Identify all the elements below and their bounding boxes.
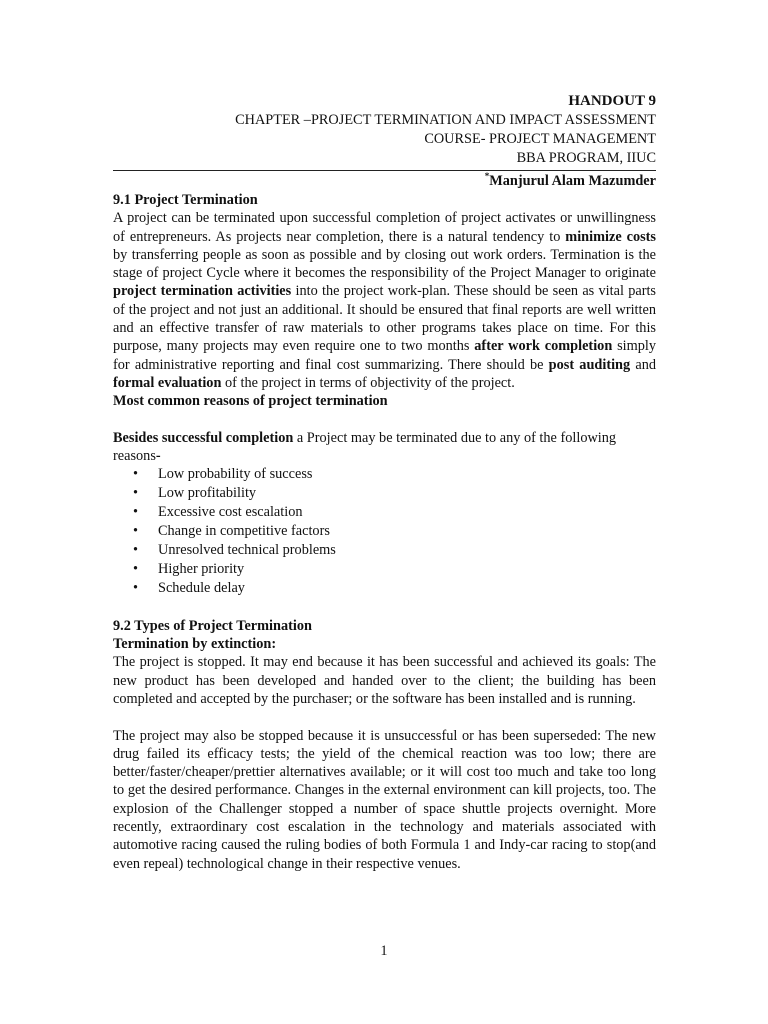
list-item: • Higher priority [133,561,245,578]
spacer [113,411,656,429]
bullet-icon: • [133,466,139,483]
bullet-icon: • [133,504,139,521]
bullet-icon: • [133,485,139,502]
program-title: BBA PROGRAM, IIUC [516,150,656,166]
list-item: • Unresolved technical problems [133,542,336,559]
bullet-icon: • [133,561,139,578]
course-title: COURSE- PROJECT MANAGEMENT [424,131,656,147]
reasons-intro: Besides successful completion a Project may be terminated due to any of the following reasons- [113,429,617,465]
list-item: • Low profitability [133,485,257,502]
spacer [113,598,656,616]
reasons-list [113,465,656,598]
extinction-paragraph-2: The project may also be stopped because it is unsuccessful or has been superseded: The new drug failed its efficacy tests; the yield of the chemical reaction was too low; there are better/faster/cheaper/prettier alternatives available; or it will cost too much and take too long to get the desired performance. Changes in the external environment can kill projects, too. The explosion of the Challenger stopped a number of space shuttle projects overnight. More recently, extraordinary cost escalation in the technology and materials associated with automotive racing caused the ruling bodies of both Formula 1 and Indy-car racing to stop(and even repeal) technological change in their respective venues. [113,727,656,872]
handout-title: HANDOUT 9 [568,93,656,109]
spacer [113,708,656,726]
bullet-icon: • [133,580,139,597]
list-item: • Change in competitive factors [133,523,330,540]
section-9-2-heading: 9.2 Types of Project Termination [113,617,312,634]
author-name [113,172,656,191]
page-number: 1 [380,943,388,959]
author-text: Manjurul Alam Mazumder [489,173,656,189]
list-item: • Excessive cost escalation [133,504,303,521]
section-9-1-heading: 9.1 Project Termination [113,192,258,208]
bullet-icon: • [133,542,139,559]
list-item: • Schedule delay [133,580,245,597]
document-page [113,92,656,873]
header-divider [113,170,656,171]
chapter-title: CHAPTER –PROJECT TERMINATION AND IMPACT ASSESSMENT [235,112,656,128]
document-header [113,92,656,168]
author-footnote-mark: * [484,171,490,182]
reasons-heading: Most common reasons of project termination [113,393,388,410]
section-9-1-paragraph: A project can be terminated upon successful completion of project activates or unwillingness of entrepreneurs. As projects near completion, there is a natural tendency to minimize costs by transferring people as soon as possible and by closing out work orders. Termination is the stage of project Cycle where it becomes the responsibility of the Project Manager to originate project termination activities into the project work-plan. These should be seen as vital parts of the project and not just an additional. It should be ensured that final reports are well written and an effective transfer of raw materials to other programs takes place on time. For this purpose, many projects may even require one to two months after work completion simply for administrative reporting and final cost summarizing. There should be post auditing and formal evaluation of the project in terms of objectivity of the project. [113,210,656,391]
list-item: • Low probability of success [133,466,313,483]
extinction-subheading: Termination by extinction: [113,636,277,653]
extinction-paragraph-1: The project is stopped. It may end because it has been successful and achieved its goals: The new product has been developed and handed over to the client; the building has been completed and accepted by the purchaser; or the software has been installed and is running. [113,654,656,707]
bullet-icon: • [133,523,139,540]
